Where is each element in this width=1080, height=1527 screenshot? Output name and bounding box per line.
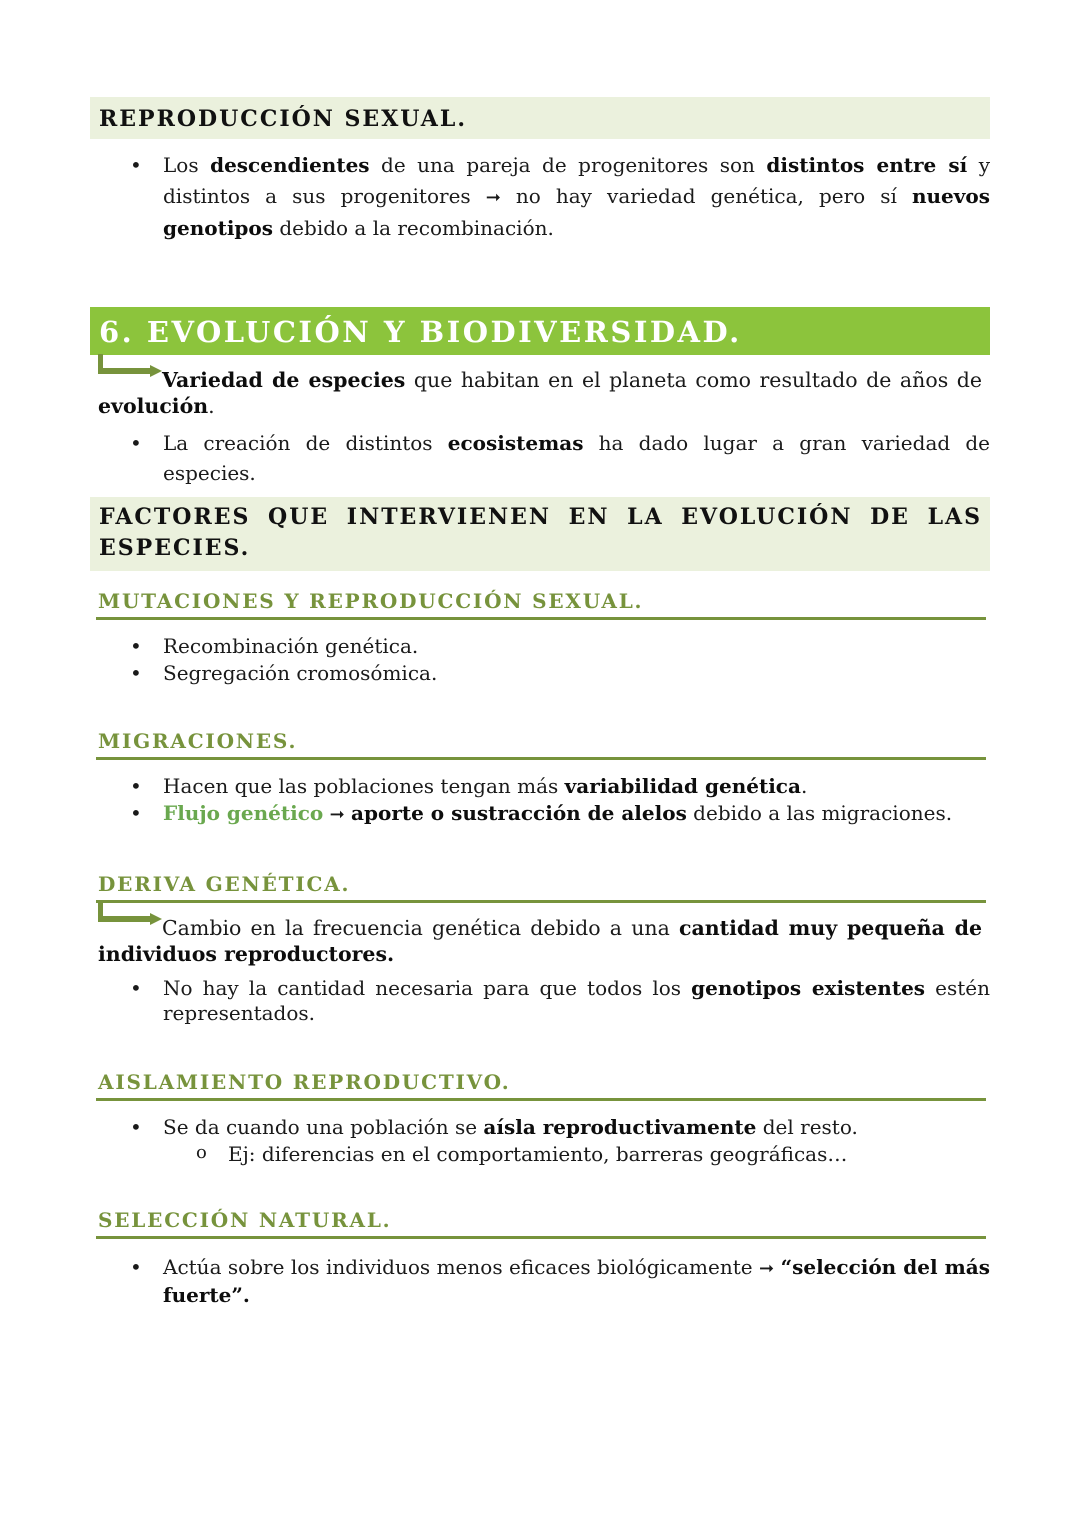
list-item: • No hay la cantidad necesaria para que todos los genotipos existentes estén representados. <box>90 976 990 1026</box>
subheading-seleccion <box>96 1207 986 1239</box>
chapter-heading-evolucion <box>90 307 990 355</box>
elbow-arrow-icon <box>98 354 164 384</box>
reproduccion-list <box>90 150 990 244</box>
definition-paragraph: Variedad de especies que habitan en el planeta como resultado de años de evolución. <box>98 367 982 419</box>
heading-text: SELECCIÓN NATURAL. <box>98 1208 392 1232</box>
subheading-aislamiento <box>96 1069 986 1101</box>
list-item: • Recombinación genética. <box>90 633 990 660</box>
migraciones-list <box>90 773 990 828</box>
subheading-mutaciones <box>96 588 986 620</box>
list-item: • Los descendientes de una pareja de progenitores son distintos entre sí y distintos a sus progenitores ➞ no hay variedad genética, pero sí nuevos genotipos debido a la recombinación. <box>90 150 990 244</box>
heading-text: MUTACIONES Y REPRODUCCIÓN SEXUAL. <box>98 589 644 613</box>
heading-text: DERIVA GENÉTICA. <box>98 872 351 896</box>
heading-text: FACTORES QUE INTERVIENEN EN LA EVOLUCIÓN DE LAS ESPECIES. <box>99 504 982 561</box>
sub-list-item: o Ej: diferencias en el comportamiento, barreras geográficas… <box>90 1141 990 1167</box>
section-heading-factores <box>90 497 990 571</box>
seleccion-list <box>90 1254 990 1308</box>
list-item: • La creación de distintos ecosistemas ha dado lugar a gran variedad de especies. <box>90 428 990 488</box>
list-item: • Actúa sobre los individuos menos eficaces biológicamente ➞ “selección del más fuerte”. <box>90 1254 990 1308</box>
arrow-right-icon: ➞ <box>759 1258 775 1279</box>
list-item: • Segregación cromosómica. <box>90 660 990 687</box>
mutaciones-list <box>90 633 990 687</box>
list-item: • Se da cuando una población se aísla reproductivamente del resto. o Ej: diferencias en el comportamiento, barreras geográficas… <box>90 1114 990 1167</box>
subheading-migraciones <box>96 728 986 760</box>
heading-text: AISLAMIENTO REPRODUCTIVO. <box>98 1070 511 1094</box>
list-item: • Flujo genético ➞ aporte o sustracción de alelos debido a las migraciones. <box>90 800 990 828</box>
heading-text: REPRODUCCIÓN SEXUAL. <box>99 106 467 132</box>
evolucion-list <box>90 428 990 488</box>
list-item: • Hacen que las poblaciones tengan más variabilidad genética. <box>90 773 990 800</box>
section-heading-reproduccion-sexual <box>90 97 990 139</box>
elbow-arrow-icon <box>98 902 164 932</box>
deriva-definition: Cambio en la frecuencia genética debido a una cantidad muy pequeña de individuos reproductores. <box>98 915 982 967</box>
arrow-right-icon: ➞ <box>485 187 501 208</box>
subheading-deriva <box>96 871 986 903</box>
aislamiento-list <box>90 1114 990 1167</box>
heading-text: 6. EVOLUCIÓN Y BIODIVERSIDAD. <box>99 315 742 349</box>
deriva-list <box>90 976 990 1026</box>
arrow-right-icon: ➞ <box>329 804 345 825</box>
heading-text: MIGRACIONES. <box>98 729 298 753</box>
